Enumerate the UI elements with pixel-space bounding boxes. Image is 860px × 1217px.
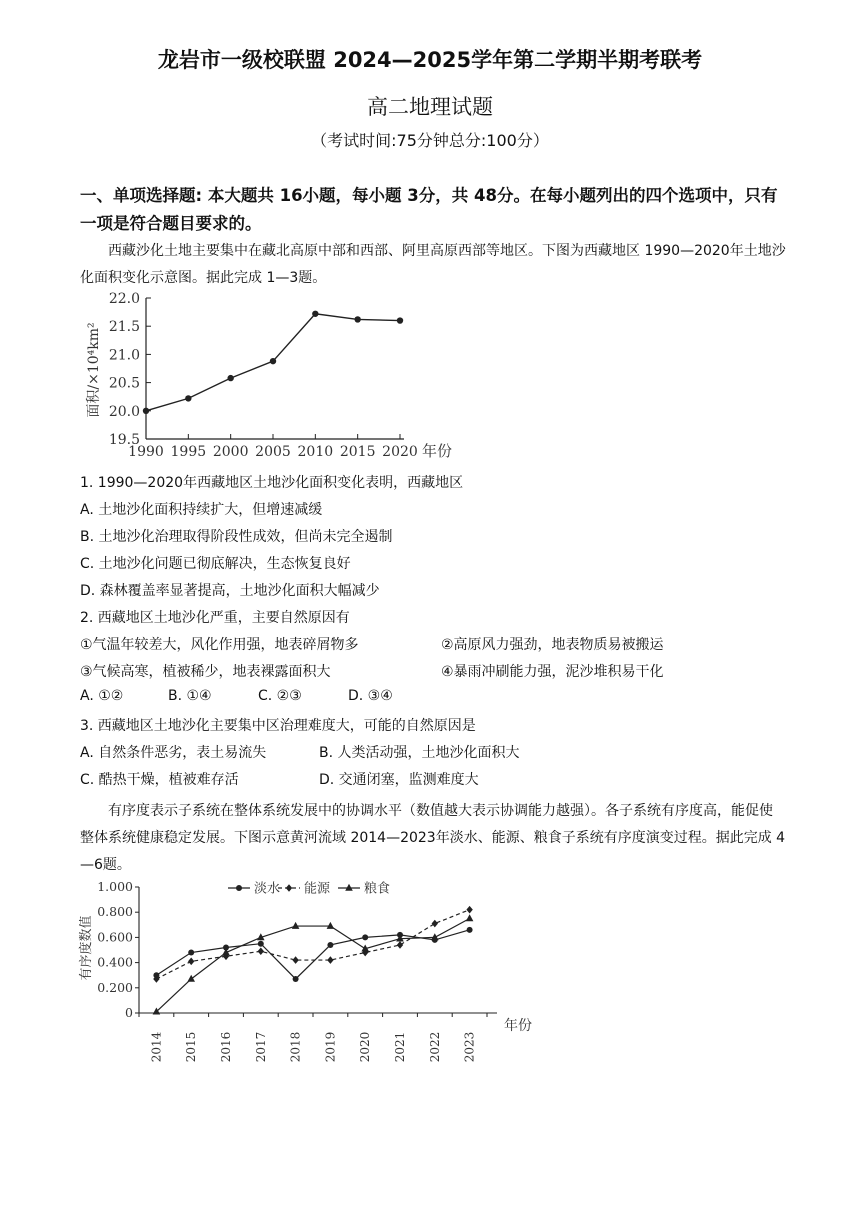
question-2-stem: 2. 西藏地区土地沙化严重，主要自然原因有	[80, 610, 350, 626]
chart1-data-point	[354, 316, 360, 322]
chart1-y-tick-label: 20.0	[108, 403, 140, 420]
chart2-y-tick-label: 0.200	[97, 979, 133, 995]
chart2-legend-label: 能源	[304, 881, 331, 897]
chart1-data-point	[270, 358, 276, 364]
chart2-y-tick-label: 0.800	[97, 904, 133, 920]
question-2-option-a: A. ①②	[80, 688, 124, 704]
chart2-x-tick-label: 2021	[393, 1031, 407, 1063]
chart2-legend-marker	[286, 884, 292, 892]
chart2-data-point-2	[258, 947, 264, 955]
chart1-y-tick-label: 19.5	[108, 432, 140, 448]
question-2-statement-1: ①气温年较差大，风化作用强，地表碎屑物多	[80, 637, 359, 653]
chart2-xlabel: 年份	[504, 1018, 532, 1034]
chart2-data-point-1	[327, 942, 333, 948]
chart2-x-tick-label: 2017	[253, 1031, 268, 1063]
chart2-data-point-3	[292, 922, 300, 929]
exam-info: （考试时间:75分钟总分:100分）	[311, 131, 549, 150]
chart2-y-tick-label: 1.000	[97, 879, 133, 894]
chart1-x-tick-label: 2020	[382, 444, 418, 460]
question-3-option-b: B. 人类活动强，土地沙化面积大	[319, 745, 520, 761]
chart1-y-tick-label: 21.5	[108, 319, 140, 336]
chart2-x-tick-label: 2022	[427, 1031, 442, 1063]
chart2-data-point-2	[466, 906, 472, 914]
question-2-option-b: B. ①④	[168, 688, 212, 704]
chart1-y-tick-label: 20.5	[108, 375, 140, 392]
question-2-option-c: C. ②③	[258, 688, 302, 704]
chart1-ylabel: 面积/×10⁴km²	[86, 322, 102, 418]
chart2-series-line-2	[156, 910, 469, 979]
chart2-x-tick-label: 2018	[288, 1031, 303, 1063]
chart2-data-point-3	[327, 922, 335, 929]
desertification-area-chart	[70, 290, 490, 465]
chart2-data-point-1	[188, 950, 194, 956]
chart2-data-point-2	[292, 956, 298, 964]
chart2-data-point-3	[187, 975, 195, 982]
question-1-option-a: A. 土地沙化面积持续扩大，但增速减缓	[80, 502, 323, 518]
chart2-data-point-2	[397, 941, 403, 949]
question-2-statement-4: ④暴雨冲刷能力强，泥沙堆积易干化	[441, 664, 664, 680]
chart2-x-tick-label: 2014	[149, 1031, 164, 1063]
question-3-option-c: C. 酷热干燥，植被难存活	[80, 772, 239, 788]
yellow-river-order-degree-chart	[70, 876, 540, 1063]
chart2-x-tick-label: 2016	[219, 1031, 233, 1063]
chart2-ylabel: 有序度数值	[79, 915, 94, 981]
chart1-x-tick-label: 2000	[212, 444, 249, 460]
chart2-series-line-1	[156, 930, 469, 979]
chart1-data-point	[227, 375, 233, 381]
question-1-option-d: D. 森林覆盖率显著提高，土地沙化面积大幅减少	[80, 583, 380, 599]
chart1-x-tick-label: 2015	[339, 444, 376, 460]
question-2-statement-2: ②高原风力强劲，地表物质易被搬运	[441, 637, 664, 653]
chart2-y-tick-label: 0.400	[97, 954, 133, 970]
exam-title: 龙岩市一级校联盟 2024—2025学年第二学期半期考联考	[157, 48, 703, 72]
question-2-option-d: D. ③④	[348, 688, 393, 704]
chart2-data-point-3	[466, 914, 474, 921]
chart2-data-point-1	[293, 976, 299, 982]
chart2-data-point-1	[467, 927, 473, 933]
chart1-y-tick-label: 22.0	[108, 291, 140, 307]
chart2-legend-label: 粮食	[364, 881, 391, 897]
question-1-option-b: B. 土地沙化治理取得阶段性成效，但尚未完全遏制	[80, 529, 393, 545]
question-3-option-a: A. 自然条件恶劣，表土易流失	[80, 745, 267, 761]
exam-subject: 高二地理试题	[367, 95, 493, 119]
chart2-x-tick-label: 2019	[323, 1031, 338, 1063]
chart1-y-tick-label: 21.0	[108, 347, 140, 364]
chart2-legend-marker	[345, 884, 353, 891]
chart2-data-point-1	[362, 934, 368, 940]
chart2-x-tick-label: 2020	[358, 1031, 373, 1063]
chart1-x-tick-label: 2010	[297, 444, 334, 460]
question-1-stem: 1. 1990—2020年西藏地区土地沙化面积变化表明，西藏地区	[80, 475, 464, 491]
question-3-stem: 3. 西藏地区土地沙化主要集中区治理难度大，可能的自然原因是	[80, 718, 476, 734]
chart2-data-point-2	[432, 920, 438, 928]
chart2-series-line-3	[156, 919, 469, 1012]
chart1-x-tick-label: 1995	[170, 444, 207, 460]
passage-2: 有序度表示子系统在整体系统发展中的协调水平（数值越大表示协调能力越强）。各子系统有序度高，能促使整体系统健康稳定发展。下图示意黄河流域 2014—2023年淡水、能源、粮食子系统有序度演变过程。据此完成 4—6题。	[80, 803, 786, 873]
chart2-data-point-1	[258, 941, 264, 947]
chart2-x-tick-label: 2023	[462, 1031, 477, 1063]
question-3-option-d: D. 交通闭塞，监测难度大	[319, 772, 479, 788]
chart1-data-point	[397, 317, 403, 323]
chart2-data-point-2	[188, 958, 194, 966]
chart2-legend-marker	[236, 885, 242, 891]
question-2-statement-3: ③气候高寒，植被稀少，地表裸露面积大	[80, 664, 331, 680]
chart2-data-point-2	[327, 956, 333, 964]
chart1-xlabel: 年份	[422, 442, 453, 460]
chart2-x-tick-label: 2015	[184, 1031, 199, 1063]
chart1-data-point	[312, 311, 318, 317]
section-heading: 一、单项选择题: 本大题共 16小题，每小题 3分，共 48分。在每小题列出的四个选项中，只有一项是符合题目要求的。	[80, 186, 778, 233]
chart2-y-tick-label: 0	[125, 1005, 133, 1020]
passage-1: 西藏沙化土地主要集中在藏北高原中部和西部、阿里高原西部等地区。下图为西藏地区 1990—2020年土地沙化面积变化示意图。据此完成 1—3题。	[80, 243, 786, 286]
question-1-option-c: C. 土地沙化问题已彻底解决，生态恢复良好	[80, 556, 351, 572]
chart1-data-point	[143, 408, 149, 414]
chart1-x-tick-label: 2005	[255, 444, 291, 460]
chart2-y-tick-label: 0.600	[97, 929, 133, 945]
chart1-data-point	[185, 395, 191, 401]
chart2-data-point-3	[431, 933, 439, 940]
chart1-x-tick-label: 1990	[128, 444, 164, 460]
chart2-legend-label: 淡水	[254, 881, 281, 897]
